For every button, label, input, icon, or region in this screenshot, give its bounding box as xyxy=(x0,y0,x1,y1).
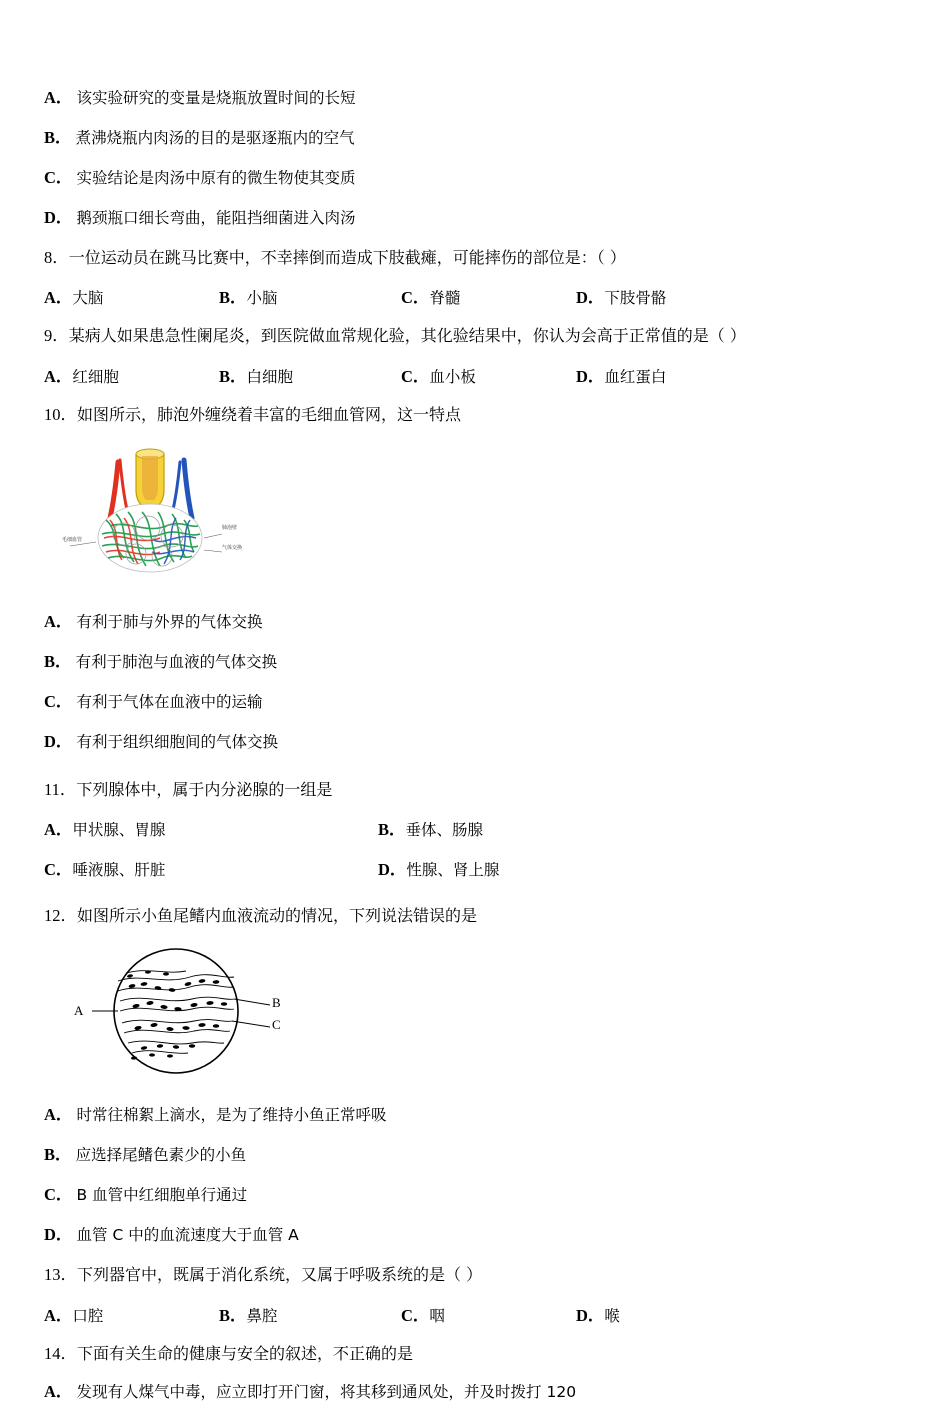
option-text: 小脑 xyxy=(246,289,278,308)
option-label: B． xyxy=(219,1305,247,1325)
option-text: 血管 C 中的血流速度大于血管 A xyxy=(76,1225,299,1244)
question-text: 如图所示，肺泡外缠绕着丰富的毛细血管网，这一特点 xyxy=(77,405,462,425)
option-label: D． xyxy=(576,1305,605,1325)
option-label: B． xyxy=(378,820,406,840)
question-text: 下列腺体中，属于内分泌腺的一组是 xyxy=(76,779,333,799)
option-text: 甲状腺、胃腺 xyxy=(72,821,166,840)
option-label: A． xyxy=(44,1105,73,1125)
option-c-10 xyxy=(44,690,906,714)
option-label: D． xyxy=(44,731,73,751)
question-text: 如图所示小鱼尾鳍内血液流动的情况，下列说法错误的是 xyxy=(77,906,478,926)
option-a-12 xyxy=(44,1103,906,1127)
question-stem-9 xyxy=(44,324,906,349)
question-number: 13． xyxy=(44,1264,77,1284)
question-stem-10 xyxy=(44,403,906,428)
option-row-11-bottom xyxy=(44,856,906,880)
alveoli-capillary-figure xyxy=(62,442,252,592)
figure-label-alveolar-wall: 肺泡壁 xyxy=(222,524,238,531)
option-b-8 xyxy=(219,284,401,308)
figure-label-b: B xyxy=(272,995,281,1011)
option-label: A． xyxy=(44,88,73,107)
option-line xyxy=(44,126,906,150)
option-label: A． xyxy=(44,288,73,308)
option-label: B． xyxy=(44,127,72,147)
option-label: D． xyxy=(44,1224,73,1244)
option-c-12 xyxy=(44,1183,906,1207)
option-text: 应选择尾鳍色素少的小鱼 xyxy=(75,1146,247,1165)
option-text: 煮沸烧瓶内肉汤的目的是驱逐瓶内的空气 xyxy=(75,128,355,147)
option-d-13 xyxy=(576,1302,620,1326)
figure-label-gas-exchange: 气体交换 xyxy=(222,544,243,551)
option-text: 发现有人煤气中毒，应立即打开门窗，将其移到通风处，并及时拨打 120 xyxy=(76,1383,577,1402)
option-text: 血小板 xyxy=(429,368,476,387)
option-line xyxy=(44,206,906,230)
option-label: D． xyxy=(378,860,407,880)
option-label: A． xyxy=(44,820,73,840)
option-c-13 xyxy=(401,1302,576,1326)
option-a-14 xyxy=(44,1380,906,1404)
question-stem-11 xyxy=(44,778,906,803)
question-text: 一位运动员在跳马比赛中，不幸摔倒而造成下肢截瘫，可能摔伤的部位是：（ ） xyxy=(68,247,626,267)
option-d-12 xyxy=(44,1223,906,1247)
question-number: 14． xyxy=(44,1343,77,1363)
option-label: B． xyxy=(44,651,72,671)
option-label: C． xyxy=(44,167,73,187)
option-label: C． xyxy=(44,860,73,880)
figure-label-capillary: 毛细血管 xyxy=(62,536,83,543)
option-line xyxy=(44,166,906,190)
option-text: 红细胞 xyxy=(72,368,119,387)
option-label: B． xyxy=(219,367,247,387)
question-stem-13 xyxy=(44,1263,906,1288)
option-text: 喉 xyxy=(604,1306,620,1325)
question-stem-12 xyxy=(44,904,906,929)
figure-label-a: A xyxy=(74,1003,84,1019)
page-content xyxy=(44,86,906,1420)
option-label: C． xyxy=(401,1305,430,1325)
option-text: 脊髓 xyxy=(429,289,461,308)
option-text: 白细胞 xyxy=(246,368,294,387)
option-b-11 xyxy=(378,816,483,840)
option-a-8 xyxy=(44,284,219,308)
option-text: 有利于肺与外界的气体交换 xyxy=(76,612,263,631)
fish-tail-blood-flow-figure xyxy=(74,943,364,1083)
option-label: A． xyxy=(44,1305,73,1325)
option-text: 咽 xyxy=(429,1306,445,1325)
option-row-11-top xyxy=(44,816,906,840)
option-text: 有利于肺泡与血液的气体交换 xyxy=(75,652,278,671)
option-row-13 xyxy=(44,1302,906,1326)
option-text: 有利于气体在血液中的运输 xyxy=(76,692,263,711)
option-row-9 xyxy=(44,363,906,387)
option-d-8 xyxy=(576,284,666,308)
alveoli-diagram-svg xyxy=(62,442,252,592)
option-text: 垂体、肠腺 xyxy=(405,821,484,840)
figure-label-c: C xyxy=(272,1017,281,1033)
option-text: 下肢骨骼 xyxy=(604,289,667,308)
option-c-8 xyxy=(401,284,576,308)
question-number: 9． xyxy=(44,326,69,346)
option-text: 鹅颈瓶口细长弯曲，能阻挡细菌进入肉汤 xyxy=(76,208,356,227)
option-label: C． xyxy=(44,1184,73,1204)
option-text: 时常往棉絮上滴水，是为了维持小鱼正常呼吸 xyxy=(76,1106,387,1125)
question-stem-8 xyxy=(44,246,906,271)
option-label: D． xyxy=(576,367,605,387)
option-label: A． xyxy=(44,367,73,387)
option-label: D． xyxy=(44,207,73,227)
option-a-11 xyxy=(44,816,378,840)
question-number: 12． xyxy=(44,906,77,926)
option-label: C． xyxy=(44,691,73,711)
option-b-10 xyxy=(44,650,906,674)
option-label: B． xyxy=(44,1145,72,1165)
option-text: 血红蛋白 xyxy=(604,368,667,387)
option-b-13 xyxy=(219,1302,401,1326)
fish-tail-diagram-svg xyxy=(74,943,364,1083)
option-c-9 xyxy=(401,363,576,387)
option-a-10 xyxy=(44,610,906,634)
question-number: 11． xyxy=(44,779,77,799)
question-text: 下面有关生命的健康与安全的叙述，不正确的是 xyxy=(77,1343,414,1363)
option-label: C． xyxy=(401,288,430,308)
option-row-8 xyxy=(44,284,906,308)
option-text: 有利于组织细胞间的气体交换 xyxy=(76,732,279,751)
option-text: 该实验研究的变量是烧瓶放置时间的长短 xyxy=(76,89,356,107)
option-label: B． xyxy=(219,288,247,308)
question-number: 8． xyxy=(44,247,69,267)
option-a-13 xyxy=(44,1302,219,1326)
option-c-11 xyxy=(44,856,378,880)
option-d-11 xyxy=(378,856,499,880)
question-number: 10． xyxy=(44,405,77,425)
option-a-9 xyxy=(44,363,219,387)
option-text: 实验结论是肉汤中原有的微生物使其变质 xyxy=(76,168,356,187)
question-text: 下列器官中，既属于消化系统，又属于呼吸系统的是（ ） xyxy=(77,1264,483,1284)
option-text: B 血管中红细胞单行通过 xyxy=(76,1185,248,1204)
question-text: 某病人如果患急性阑尾炎，到医院做血常规化验，其化验结果中，你认为会高于正常值的是（ ） xyxy=(68,326,746,346)
option-line xyxy=(44,86,906,110)
question-stem-14 xyxy=(44,1342,906,1367)
option-label: C． xyxy=(401,367,430,387)
option-d-10 xyxy=(44,730,906,754)
option-text: 性腺、肾上腺 xyxy=(406,861,500,880)
option-label: A． xyxy=(44,611,73,631)
option-label: D． xyxy=(576,288,605,308)
option-text: 大脑 xyxy=(72,289,104,308)
option-text: 唾液腺、肝脏 xyxy=(72,861,166,880)
option-b-9 xyxy=(219,363,401,387)
option-d-9 xyxy=(576,363,666,387)
option-text: 鼻腔 xyxy=(246,1306,278,1325)
option-label: A． xyxy=(44,1382,73,1402)
option-b-12 xyxy=(44,1143,906,1167)
option-text: 口腔 xyxy=(72,1306,104,1325)
